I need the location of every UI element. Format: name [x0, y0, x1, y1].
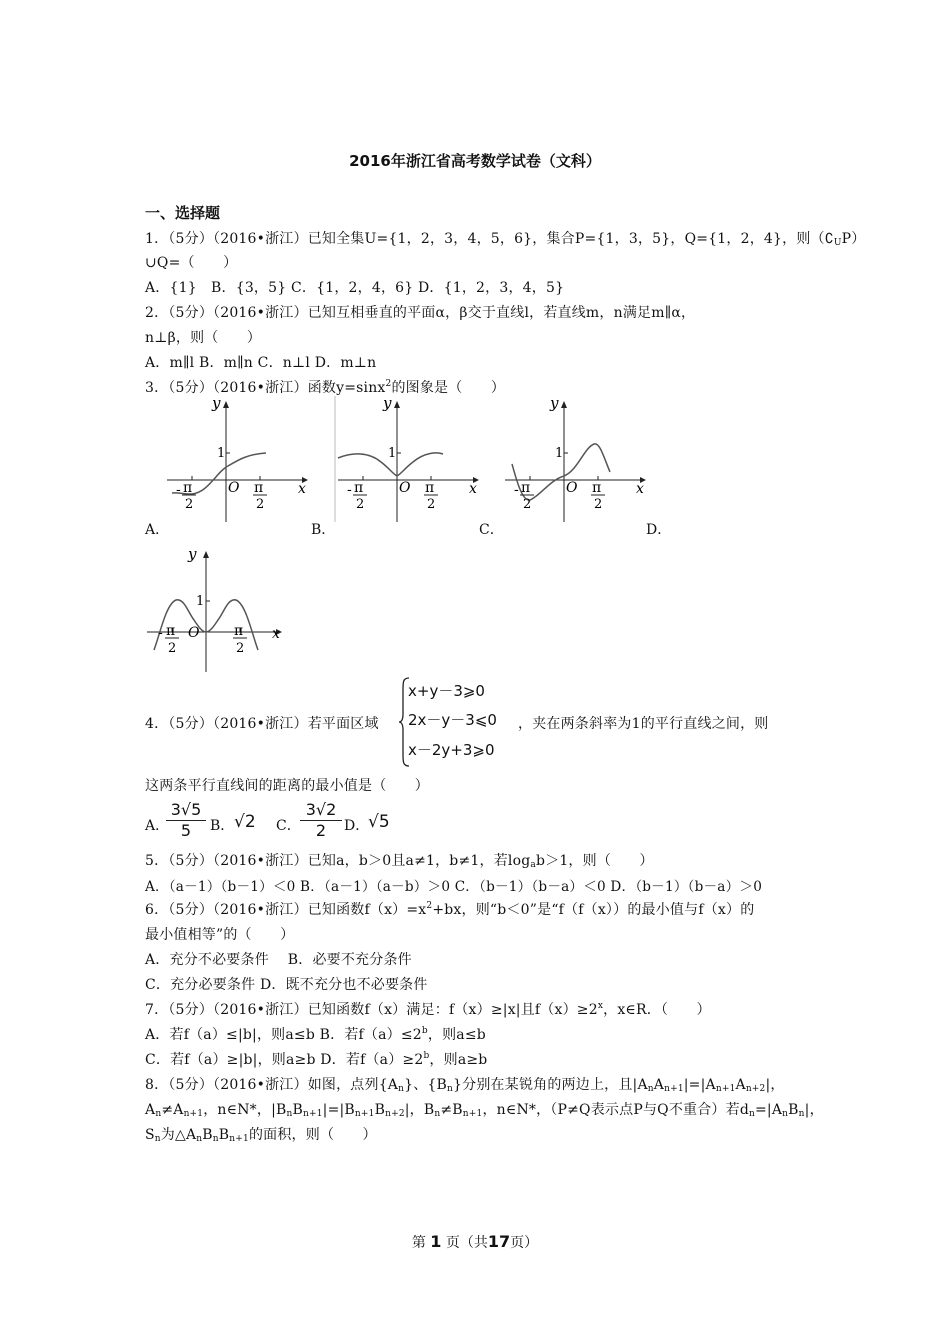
q1-options: A．{1} B．{3，5} C．{1，2，4，6} D．{1，2，3，4，5}: [145, 280, 565, 296]
q4-ineq-3: x－2y+3⩾0: [408, 741, 495, 759]
svg-text:2: 2: [594, 497, 603, 512]
svg-text:2: 2: [523, 497, 532, 512]
svg-text:y: y: [383, 396, 392, 412]
q6-options-2: C．充分必要条件 D．既不充分也不必要条件: [145, 977, 428, 993]
q4-prefix: 4．（5分）（2016•浙江）若平面区域: [145, 716, 379, 732]
q1-line1: 1．（5分）（2016•浙江）已知全集U={1，2，3，4，5，6}，集合P={1，3，5}，Q={1，2，4}，则$(∁_UP)$: [145, 231, 866, 248]
svg-text:2: 2: [236, 641, 245, 656]
svg-text:π: π: [166, 623, 176, 639]
svg-text:1: 1: [196, 594, 205, 609]
svg-text:π: π: [521, 480, 531, 496]
svg-text:x: x: [636, 481, 644, 497]
svg-text:π: π: [234, 623, 244, 639]
svg-text:y: y: [188, 546, 197, 563]
graph-b: [333, 396, 483, 524]
q4-val-d: √5: [368, 812, 390, 832]
graph-d-svg: [142, 546, 292, 674]
svg-text:2: 2: [427, 497, 436, 512]
svg-text:1: 1: [388, 446, 397, 461]
q1-line2: ∪Q=（ ）: [145, 255, 238, 271]
graph-d: [142, 546, 292, 674]
svg-text:2: 2: [168, 641, 177, 656]
q2-line2: n⊥β，则（ ）: [145, 330, 262, 346]
svg-text:x: x: [272, 626, 280, 642]
graph-c: [500, 396, 650, 524]
one-label: 1: [217, 446, 226, 461]
y-axis-label: y: [212, 396, 221, 412]
pi-num: π: [254, 480, 264, 496]
svg-text:1: 1: [555, 446, 564, 461]
svg-text:π: π: [425, 480, 435, 496]
q4-val-b: √2: [234, 812, 256, 832]
q4-frac-c: $\frac{3√2}{2}$: [300, 800, 342, 841]
q4-opt-b: B．: [210, 818, 235, 834]
q3-label-a: A．: [145, 522, 170, 538]
svg-text:-: -: [514, 482, 519, 498]
q2-options: A．m∥l B．m∥n C．n⊥l D．m⊥n: [145, 355, 377, 371]
svg-text:2: 2: [356, 497, 365, 512]
graph-a-svg: [162, 396, 312, 524]
q5-line1: 5．（5分）（2016•浙江）已知a，b＞0且a≠1，b≠1，若$\log_ab>1$，则（ ）: [145, 853, 654, 870]
q4-ineq-2: 2x－y－3⩽0: [408, 711, 497, 729]
svg-text:-: -: [347, 482, 352, 498]
neg-pi-num: π: [183, 480, 193, 496]
q8-line1: 8．（5分）（2016•浙江）如图，点列$\{A_n\}$、$\{B_n\}$分别在某锐角的两边上，且$|A_nA_{n+1}|=|A_{n+1}A_{n+2}|$，: [145, 1077, 785, 1094]
q8-line2: $A_n\ne A_{n+1}$，n∈N*，$|B_nB_{n+1}|=|B_{n+1}B_{n+2}|$，$B_n\ne B_{n+1}$，n∈N*，（P≠Q表示点P与Q不重合）若$d_n=|A_nB_n|$，: [145, 1102, 824, 1119]
page-total: 17: [487, 1232, 511, 1251]
page-title: 2016年浙江省高考数学试卷（文科）: [349, 152, 601, 170]
graph-a: [162, 396, 312, 524]
q3-label-d: D．: [646, 522, 672, 538]
pi-den: 2: [256, 497, 265, 512]
origin-label: O: [228, 480, 240, 496]
q3-line1: 3．（5分）（2016•浙江）函数y=sinx$^2$的图象是（ ）: [145, 379, 506, 396]
q7-line1: 7．（5分）（2016•浙江）已知函数f（x）满足：f（x）≥|x|且$f(x)\ge 2^x$，x∈R．（ ）: [145, 1001, 711, 1018]
q7-options-1: A．若f（a）≤|b|，则a≤b B．若$f(a)\le 2^b$，则a≤b: [145, 1026, 486, 1043]
section-heading: 一、选择题: [145, 204, 221, 222]
q4-opt-d: D．: [344, 818, 370, 834]
svg-text:O: O: [399, 480, 411, 496]
svg-text:π: π: [592, 480, 602, 496]
q4-frac-a: $\frac{3√5}{5}$: [166, 800, 206, 841]
graph-c-svg: [500, 396, 650, 524]
svg-text:x: x: [469, 481, 477, 497]
x-axis-label: x: [298, 481, 306, 497]
q6-line1: 6．（5分）（2016•浙江）已知函数$f(x)=x^2+bx$，则“b＜0”是“f（f（x））的最小值与f（x）的: [145, 901, 755, 918]
q7-options-2: C．若f（a）≥|b|，则a≥b D．若$f(a)\ge 2^b$，则a≥b: [145, 1051, 488, 1068]
svg-text:O: O: [188, 625, 200, 641]
page-number: 1: [430, 1232, 442, 1251]
q6-line2: 最小值相等”的（ ）: [145, 927, 295, 943]
q8-line3: $S_n$为$\triangle A_nB_nB_{n+1}$的面积，则（ ）: [145, 1127, 377, 1144]
q3-label-b: B．: [311, 522, 336, 538]
q4-line2: 这两条平行直线间的距离的最小值是（ ）: [145, 778, 429, 794]
svg-text:O: O: [566, 480, 578, 496]
q4-ineq-1: x+y－3⩾0: [408, 682, 485, 700]
graph-b-svg: [333, 396, 483, 524]
page-footer: 第 1 页（共17页）: [411, 1232, 539, 1251]
svg-text:π: π: [354, 480, 364, 496]
q4-opt-c: C．: [276, 818, 301, 834]
q2-line1: 2．（5分）（2016•浙江）已知互相垂直的平面α，β交于直线l，若直线m，n满足m∥α，: [145, 305, 696, 321]
q6-options-1: A．充分不必要条件 B．必要不充分条件: [145, 952, 412, 968]
svg-text:y: y: [550, 396, 559, 412]
q4-suffix: ，夹在两条斜率为1的平行直线之间，则: [518, 716, 769, 732]
q4-opt-a: A．: [145, 818, 170, 834]
q3-label-c: C．: [479, 522, 504, 538]
q5-options: A．（a－1）（b－1）＜0 B．（a－1）（a－b）＞0 C．（b－1）（b－a）＜0 D．（b－1）（b－a）＞0: [145, 879, 763, 895]
svg-text:-: -: [158, 625, 163, 641]
neg-pi-den: 2: [185, 497, 194, 512]
minus-sign: -: [176, 482, 181, 498]
